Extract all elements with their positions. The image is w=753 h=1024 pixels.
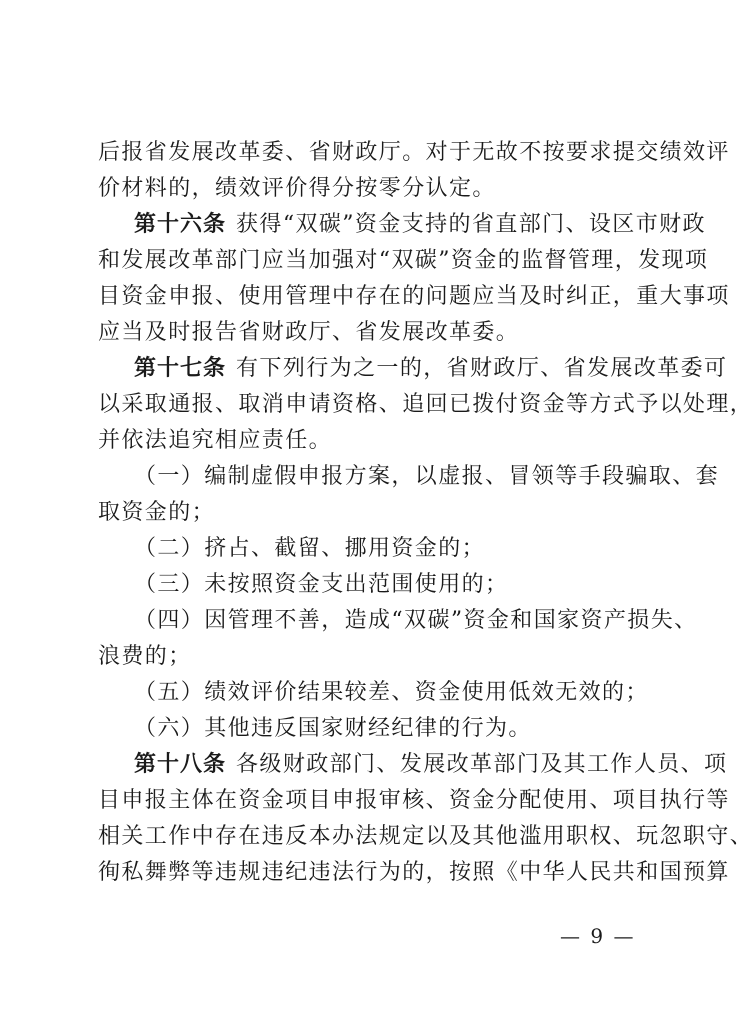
text-line bbox=[98, 822, 753, 852]
line-text: （六）其他违反国家财经纪律的行为。 bbox=[134, 716, 532, 741]
text-line bbox=[98, 498, 638, 528]
line-text: 目申报主体在资金项目申报审核、资金分配使用、项目执行等 bbox=[98, 788, 730, 813]
line-text: 获得“双碳”资金支持的省直部门、设区市财政 bbox=[236, 212, 706, 237]
list-item-4 bbox=[134, 606, 698, 636]
line-text: 有下列行为之一的，省财政厅、省发展改革委可 bbox=[236, 356, 728, 381]
list-item-1 bbox=[134, 462, 720, 492]
article-18-heading: 第十八条 bbox=[134, 752, 227, 777]
article-18-first-line bbox=[134, 750, 728, 780]
list-item-5 bbox=[134, 678, 649, 708]
text-line bbox=[98, 246, 709, 276]
line-text: （五）绩效评价结果较差、资金使用低效无效的； bbox=[134, 680, 649, 705]
line-text: 取资金的； bbox=[98, 500, 216, 525]
line-text: （一）编制虚假申报方案，以虚报、冒领等手段骗取、套 bbox=[134, 464, 720, 489]
line-text: 相关工作中存在违反本办法规定以及其他滥用职权、玩忽职守、 bbox=[98, 824, 753, 849]
text-line bbox=[98, 642, 638, 672]
text-line bbox=[98, 174, 638, 204]
list-item-2 bbox=[134, 534, 638, 564]
list-item-3 bbox=[134, 570, 638, 600]
text-line bbox=[98, 318, 638, 348]
text-line bbox=[98, 786, 730, 816]
page-number: — 9 — bbox=[560, 924, 636, 948]
list-item-6 bbox=[134, 714, 638, 744]
line-text: 并依法追究相应责任。 bbox=[98, 428, 333, 453]
article-16-heading: 第十六条 bbox=[134, 212, 227, 237]
line-text: 应当及时报告省财政厅、省发展改革委。 bbox=[98, 320, 520, 345]
article-17-heading: 第十七条 bbox=[134, 356, 227, 381]
article-16-first-line bbox=[134, 210, 706, 240]
text-line bbox=[98, 426, 638, 456]
line-text: （四）因管理不善，造成“双碳”资金和国家资产损失、 bbox=[134, 608, 698, 633]
line-text: （三）未按照资金支出范围使用的； bbox=[134, 572, 509, 597]
line-text: 后报省发展改革委、省财政厅。对于无故不按要求提交绩效评 bbox=[98, 140, 730, 165]
text-line bbox=[98, 138, 730, 168]
text-line bbox=[98, 858, 730, 888]
line-text: （二）挤占、截留、挪用资金的； bbox=[134, 536, 486, 561]
line-text: 价材料的，绩效评价得分按零分认定。 bbox=[98, 176, 496, 201]
article-17-first-line bbox=[134, 354, 728, 384]
line-text: 和发展改革部门应当加强对“双碳”资金的监督管理，发现项 bbox=[98, 248, 709, 273]
line-text: 徇私舞弊等违规违纪违法行为的，按照《中华人民共和国预算 bbox=[98, 860, 730, 885]
line-text: 目资金申报、使用管理中存在的问题应当及时纠正，重大事项 bbox=[98, 284, 730, 309]
line-text: 以采取通报、取消申请资格、追回已拨付资金等方式予以处理， bbox=[98, 392, 753, 417]
text-line bbox=[98, 390, 753, 420]
text-line bbox=[98, 282, 730, 312]
line-text: 浪费的； bbox=[98, 644, 192, 669]
line-text: 各级财政部门、发展改革部门及其工作人员、项 bbox=[236, 752, 728, 777]
